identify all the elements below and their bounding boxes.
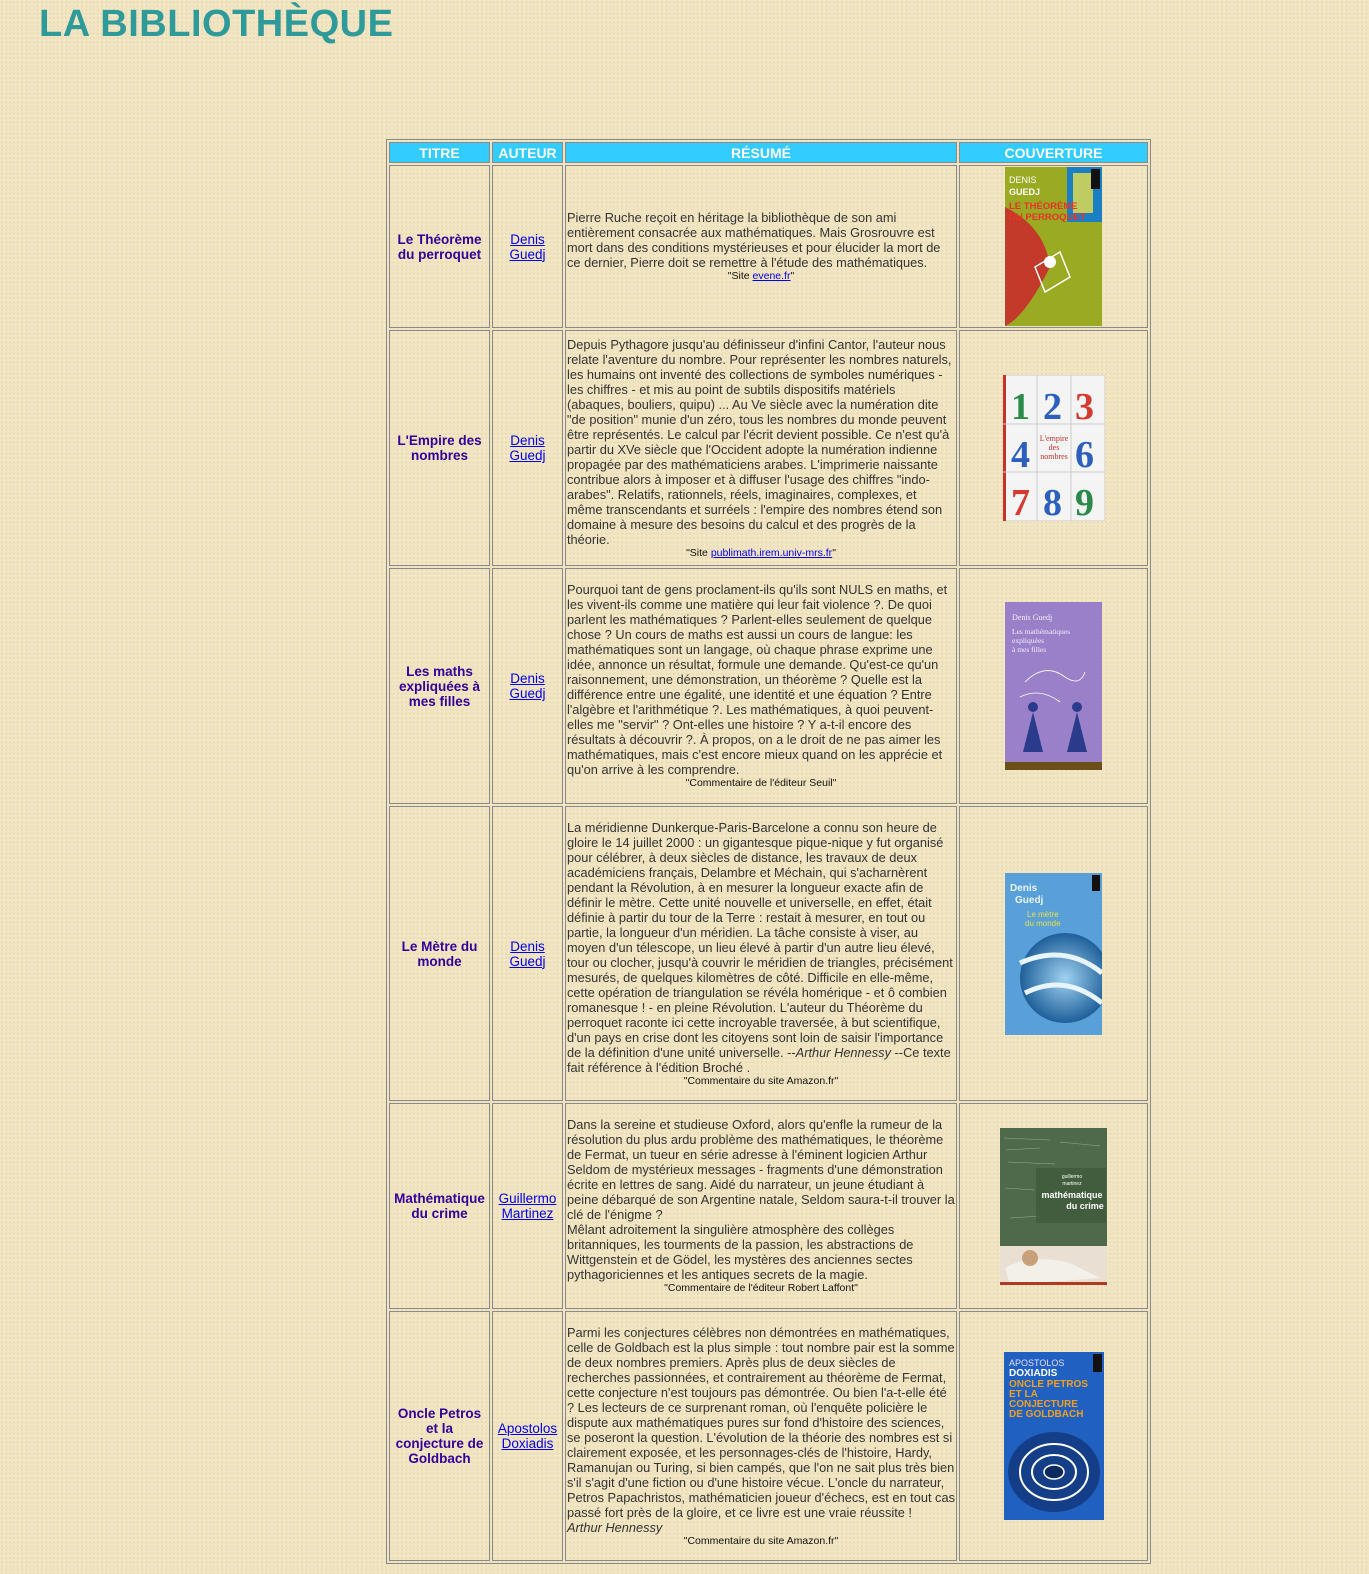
author-link[interactable]: Guillermo Martinez	[498, 1191, 557, 1221]
book-cover	[959, 568, 1148, 804]
source-link[interactable]: publimath.irem.univ-mrs.fr	[710, 546, 833, 559]
resume-author: Arthur Hennessy	[567, 1519, 663, 1535]
book-title: Le Théorème du perroquet	[389, 165, 490, 328]
resume-text: Depuis Pythagore jusqu'au définisseur d'infini Cantor, l'auteur nous relate l'aventure du nombre. Pour représenter les nombres naturels, les humains ont inventé des collections de symboles numériques - les chiffres - et mis au point de subtils dispositifs matériels (abaques, bouliers, quipu) ... Au Ve siècle avec la numération dite "de position" munie d'un zéro, tous les nombres du monde peuvent être représentés. Le calcul par l'écrit devient possible. Ce n'est qu'à partir du XVe siècle que l'Occident adopte la numération indienne propagée par des mathématiciens arabes. L'imprimerie naissante contribue alors à imposer et à diffuser l'usage des chiffres "indo-arabes". Relatifs, rationnels, réels, imaginaires, complexes, et même transcendants et surréels : l'empire des nombres étend son domaine à mesure des besoins du calcul et des progrès de la théorie.	[567, 336, 952, 547]
book-author	[492, 165, 563, 328]
resume-source: "Commentaire de l'éditeur Seuil"	[685, 777, 837, 789]
svg-text:9: 9	[1074, 482, 1094, 521]
resume-author: Arthur Hennessy	[795, 1044, 891, 1060]
resume-source: "Commentaire du site Amazon.fr"	[683, 1074, 839, 1087]
resume-text: La méridienne Dunkerque-Paris-Barcelone a connu son heure de gloire le 14 juillet 2000 : un gigantesque pique-nique y fut organisé pour célébrer, à deux siècles de distance, les travaux de deux académiciens français, Delambre et Méchain, qui s'acharnèrent pendant la Révolution, à en mesurer la longueur exacte afin de définir le mètre. Cette unité nouvelle et universelle, en effet, était définie à partir du tour de la Terre : restait à mesurer, en tout ou partie, la longueur d'un méridien. La tâche consiste à viser, au moyen d'un télescope, un lieu élevé à partir d'un autre lieu élevé, tour ou clocher, jusqu'à couvrir le méridien de triangles, précisément mesurés, de quelques kilomètres de côté. Difficile en elle-même, cette opération de triangulation se révéla homérique - et ô combien romanesque ! - en pleine Révolution. L'auteur du Théorème du perroquet raconte ici cette incroyable traversée, à but scientifique, d'un pays en crise dont les citoyens sont loin de saisir l'importance de la définition d'une unité universelle. --	[567, 819, 953, 1060]
book-resume	[565, 165, 957, 328]
svg-text:7: 7	[1010, 482, 1030, 521]
book-author	[492, 1311, 563, 1561]
books-table	[386, 139, 1151, 1564]
table-row	[389, 1311, 1148, 1561]
author-link[interactable]: Denis Guedj	[509, 433, 546, 463]
author-link[interactable]: Apostolos Doxiadis	[497, 1421, 558, 1451]
svg-text:Guedj: Guedj	[1015, 894, 1044, 906]
resume-text-2: Mêlant adroitement la singulière atmosphère des collèges britanniques, les tourments de la passion, les abstractions de Wittgenstein et de Gödel, les mystères des anciennes sectes pythagoriciennes et les antiques secrets de la magie.	[567, 1222, 914, 1282]
svg-text:Denis: Denis	[1010, 882, 1038, 894]
book-resume	[565, 1103, 957, 1309]
book-cover	[959, 1103, 1148, 1309]
book-cover	[959, 165, 1148, 328]
resume-source: "Commentaire du site Amazon.fr"	[683, 1534, 839, 1547]
book-cover	[959, 330, 1148, 566]
author-link[interactable]: Denis Guedj	[509, 938, 546, 969]
svg-text:6: 6	[1074, 434, 1094, 476]
book-resume	[565, 806, 957, 1101]
book-author	[492, 568, 563, 804]
svg-text:8: 8	[1042, 482, 1062, 521]
svg-text:Denis Guedj: Denis Guedj	[1012, 613, 1053, 622]
book-resume	[565, 330, 957, 566]
resume-source: "Commentaire de l'éditeur Robert Laffont"	[664, 1282, 858, 1294]
svg-text:Les mathématiques: Les mathématiques	[1012, 627, 1071, 636]
svg-text:ONCLE PETROS: ONCLE PETROS	[1008, 1379, 1088, 1390]
author-link[interactable]: Denis Guedj	[509, 231, 546, 262]
author-link[interactable]: Denis Guedj	[509, 671, 546, 701]
svg-text:LE THÉORÈME: LE THÉORÈME	[1009, 201, 1078, 212]
book-resume	[565, 1311, 957, 1561]
resume-text: Dans la sereine et studieuse Oxford, alors qu'enfle la rumeur de la résolution du plus ardu problème des mathématiques, le théorème de Fermat, un tueur en série adresse à l'éminent logicien Arthur Seldom de mystérieux messages - fragments d'une démonstration écrite en lettres de sang. Aidé du narrateur, un jeune étudiant à peine débarqué de son Argentine natale, Seldom saura-t-il trouver la clé de l'énigme ?	[567, 1117, 955, 1222]
header-cover: COUVERTURE	[959, 142, 1148, 163]
table-row	[389, 806, 1148, 1101]
svg-text:APOSTOLOS: APOSTOLOS	[1008, 1358, 1064, 1368]
resume-text: Parmi les conjectures célèbres non démontrées en mathématiques, celle de Goldbach est la plus simple : tout nombre pair est la somme de deux nombres premiers. Après plus de deux siècles de recherches passionnées, et contrairement au théorème de Fermat, cette conjecture n'est toujours pas démontrée. Ou bien l'a-t-elle été ? Les lecteurs de ce surprenant roman, où l'enquête policière le dispute aux mathématiques pures sur fond d'histoire des sciences, se poseront la question. L'évolution de la théorie des nombres est si clairement exposée, et les personnages-clés de l'histoire, Hardy, Ramanujan ou Turing, si bien campés, que l'on ne sait plus très bien s'il s'agit d'une fiction ou d'une histoire vécue. L'oncle du narrateur, Petros Papachristos, mathématicien joueur d'échecs, est en tout cas passé fort près de la gloire, et ce livre est une vraie réussite !	[567, 1324, 955, 1520]
cover-image[interactable]	[1000, 1128, 1107, 1285]
cover-image[interactable]	[1003, 375, 1105, 521]
header-title: TITRE	[389, 142, 490, 163]
book-author	[492, 806, 563, 1101]
svg-text:des: des	[1048, 443, 1059, 452]
book-title: Les maths expliquées à mes filles	[389, 568, 490, 804]
svg-text:L'empire: L'empire	[1039, 434, 1068, 443]
cover-image[interactable]	[1005, 602, 1102, 770]
svg-text:DE GOLDBACH: DE GOLDBACH	[1008, 1409, 1083, 1420]
svg-text:DU PERROQUET: DU PERROQUET	[1009, 212, 1086, 223]
book-author	[492, 1103, 563, 1309]
svg-text:guillermo: guillermo	[1061, 1173, 1083, 1180]
header-author: AUTEUR	[492, 142, 563, 163]
svg-text:martinez: martinez	[1062, 1180, 1082, 1187]
svg-text:à mes filles: à mes filles	[1012, 645, 1047, 654]
cover-image[interactable]	[1004, 1352, 1104, 1520]
resume-tail: --Ce texte fait référence à l'édition Broché .	[567, 1044, 951, 1075]
cover-image[interactable]	[1005, 873, 1102, 1035]
header-resume: RÉSUMÉ	[565, 142, 957, 163]
table-header-row	[389, 142, 1148, 163]
page-title: LA BIBLIOTHÈQUE	[39, 3, 394, 45]
svg-text:DOXIADIS: DOXIADIS	[1008, 1368, 1057, 1379]
source-link[interactable]: evene.fr	[752, 270, 791, 282]
table-row	[389, 568, 1148, 804]
book-resume	[565, 568, 957, 804]
table-row	[389, 1103, 1148, 1309]
book-cover	[959, 1311, 1148, 1561]
svg-text:DENIS: DENIS	[1009, 175, 1037, 185]
svg-text:GUEDJ: GUEDJ	[1009, 187, 1041, 197]
svg-text:du crime: du crime	[1066, 1200, 1104, 1211]
svg-text:ET LA: ET LA	[1008, 1389, 1038, 1400]
resume-source: "Site publimath.irem.univ-mrs.fr"	[686, 546, 836, 559]
cover-image[interactable]	[1005, 167, 1102, 326]
svg-text:nombres: nombres	[1039, 452, 1068, 461]
book-cover	[959, 806, 1148, 1101]
resume-source: "Site evene.fr"	[727, 270, 795, 282]
svg-text:4: 4	[1010, 434, 1030, 476]
svg-text:2: 2	[1042, 386, 1062, 428]
svg-text:expliquées: expliquées	[1012, 636, 1045, 645]
resume-text: Pierre Ruche reçoit en héritage la bibliothèque de son ami entièrement consacrée aux mathématiques. Mais Grosrouvre est mort dans des conditions mystérieuses et pour élucider la mort de ce dernier, Pierre doit se remettre à l'étude des mathématiques.	[567, 210, 941, 270]
svg-text:du monde: du monde	[1025, 918, 1061, 928]
book-title: Le Mètre du monde	[389, 806, 490, 1101]
resume-text: Pourquoi tant de gens proclament-ils qu'ils sont NULS en maths, et les vivent-ils comme une matière qui leur fait violence ?. De quoi parlent les mathématiques ? Parlent-elles seulement de quelque chose ? Un cours de maths est aussi un cours de langue: les mathématiques sont un langage, où chaque phrase exprime une idée, annonce un résultat, formule une demande. Qu'est-ce qu'un raisonnement, une démonstration, un théorème ? Quelle est la différence entre une égalité, une identité et une équation ? Entre l'algèbre et l'arithmétique ?. Les mathématiques, à quoi peuvent-elles me "servir" ? Ont-elles une histoire ? Y a-t-il encore des résultats à découvrir ?. À propos, on a le droit de ne pas aimer les mathématiques, mais c'est encore mieux quand on les apprécie et qu'on arrive à les comprendre.	[567, 582, 948, 777]
book-title: L'Empire des nombres	[389, 330, 490, 566]
svg-text:CONJECTURE: CONJECTURE	[1008, 1399, 1078, 1410]
book-author	[492, 330, 563, 566]
book-title: Mathématique du crime	[389, 1103, 490, 1309]
svg-text:1: 1	[1010, 386, 1030, 428]
table-row	[389, 330, 1148, 566]
svg-text:mathématique: mathématique	[1041, 1189, 1103, 1200]
table-row	[389, 165, 1148, 328]
book-title: Oncle Petros et la conjecture de Goldbach	[389, 1311, 490, 1561]
svg-text:3: 3	[1074, 386, 1094, 428]
svg-text:Le mètre: Le mètre	[1027, 909, 1059, 919]
